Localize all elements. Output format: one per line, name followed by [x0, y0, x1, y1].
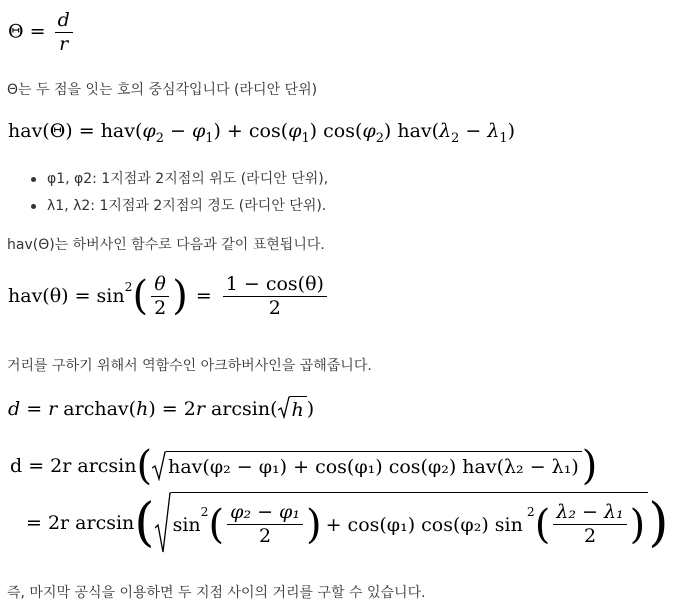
eq2-lambda: λ: [439, 120, 452, 142]
eq2-minus: −: [459, 120, 488, 142]
eq2-part: ) + cos(: [213, 120, 289, 142]
eq6-fraction-phi: [227, 502, 303, 547]
eq4-r: r: [48, 397, 58, 420]
eq6-lhs: = 2r arcsin: [26, 512, 135, 534]
eq4-r: r: [195, 397, 205, 420]
equation-distance-line1: [10, 443, 598, 489]
eq6-mid: + cos(φ₁) cos(φ₂) sin: [325, 513, 523, 536]
equation-haversine-formula: [8, 120, 515, 146]
paragraph-conclusion: 즉, 마지막 공식을 이용하면 두 지점 사이의 거리를 구할 수 있습니다.: [7, 585, 426, 601]
sqrt-sin-sum: [155, 492, 649, 554]
left-paren: (: [534, 501, 551, 548]
radicand-sin-sum: [171, 492, 649, 554]
equation-hav-expansion: [8, 274, 330, 319]
eq2-part: ): [507, 120, 516, 142]
eq3-sup: 2: [124, 280, 133, 294]
eq2-sub: 1: [499, 130, 508, 146]
right-paren: ): [172, 273, 188, 320]
eq4-part: ) = 2: [148, 397, 196, 420]
eq2-phi: φ: [142, 120, 156, 142]
eq2-sub: 2: [451, 130, 460, 146]
eq2-phi: φ: [362, 120, 376, 142]
left-paren: (: [132, 273, 149, 320]
eq2-part: hav(Θ) = hav(: [8, 120, 143, 142]
eq2-phi: φ: [191, 120, 206, 142]
eq6-fraction-lambda: [553, 502, 626, 547]
eq3-numerator: θ: [151, 274, 168, 297]
right-paren: ): [581, 443, 598, 489]
radical-sign-icon: [155, 492, 171, 554]
sqrt-hav-sum: [152, 451, 582, 481]
list-item: φ1, φ2: 1지점과 2지점의 위도 (라디안 단위),: [47, 166, 328, 193]
eq1-denominator: r: [59, 32, 69, 55]
eq2-phi: φ: [288, 120, 302, 142]
eq3-right-fraction: [223, 274, 327, 319]
eq1-fraction: [55, 10, 73, 55]
eq2-sub: 2: [375, 130, 384, 146]
left-paren: (: [208, 501, 225, 548]
eq2-sub: 2: [155, 130, 164, 146]
eq4-h: h: [136, 397, 149, 420]
eq6-sin: sin: [172, 513, 201, 536]
eq2-sub: 1: [301, 130, 310, 146]
eq6-denominator: 2: [583, 525, 597, 547]
paragraph-inverse: 거리를 구하기 위해서 역함수인 아크하버사인을 곱해줍니다.: [7, 358, 372, 374]
eq6-numerator: λ₂ − λ₁: [553, 502, 626, 525]
eq4-d: d: [8, 397, 21, 420]
equation-distance-archav: [8, 396, 314, 421]
eq3-fraction: [151, 274, 169, 319]
eq3-right-denominator: 2: [268, 296, 281, 319]
equation-theta-definition: [8, 10, 76, 55]
radicand-hav-sum: hav(φ₂ − φ₁) + cos(φ₁) cos(φ₂) hav(λ₂ − λ₁): [166, 451, 582, 481]
eq3-lhs: hav(θ) = sin: [8, 285, 125, 308]
eq3-equals: =: [195, 285, 212, 308]
eq6-sup: 2: [526, 505, 535, 519]
right-paren: ): [648, 493, 669, 553]
eq4-eq: =: [20, 397, 49, 420]
eq3-denominator: 2: [154, 296, 167, 319]
variable-list: [7, 166, 328, 220]
equation-distance-line2: [26, 492, 669, 554]
eq6-numerator: φ₂ − φ₁: [227, 502, 303, 525]
eq6-sup: 2: [200, 505, 209, 519]
eq2-part: ) cos(: [309, 120, 363, 142]
eq2-part: ) hav(: [383, 120, 440, 142]
paragraph-hav-definition: hav(Θ)는 하버사인 함수로 다음과 같이 표현됩니다.: [7, 237, 325, 253]
eq4-arcsin: arcsin(: [204, 397, 278, 420]
eq1-lhs: Θ =: [8, 20, 46, 43]
eq6-denominator: 2: [259, 525, 272, 547]
eq4-close: ): [306, 397, 315, 420]
left-paren: (: [134, 493, 155, 553]
left-paren: (: [136, 443, 153, 489]
eq2-sub: 1: [205, 130, 214, 146]
eq2-lambda: λ: [487, 120, 500, 142]
eq5-lhs: d = 2r arcsin: [10, 455, 137, 477]
eq2-minus: −: [163, 120, 192, 142]
right-paren: ): [305, 501, 322, 548]
radical-sign-icon: [152, 451, 166, 481]
radicand-h: h: [290, 396, 307, 421]
eq3-right-numerator: 1 − cos(θ): [223, 274, 327, 297]
list-item: λ1, λ2: 1지점과 2지점의 경도 (라디안 단위).: [47, 193, 328, 220]
eq4-archav: archav(: [57, 397, 137, 420]
sqrt-h: [278, 396, 307, 421]
paragraph-central-angle: Θ는 두 점을 잇는 호의 중심각입니다 (라디안 단위): [7, 82, 318, 98]
eq1-numerator: d: [55, 10, 73, 33]
radical-sign-icon: [278, 396, 290, 420]
right-paren: ): [629, 501, 646, 548]
